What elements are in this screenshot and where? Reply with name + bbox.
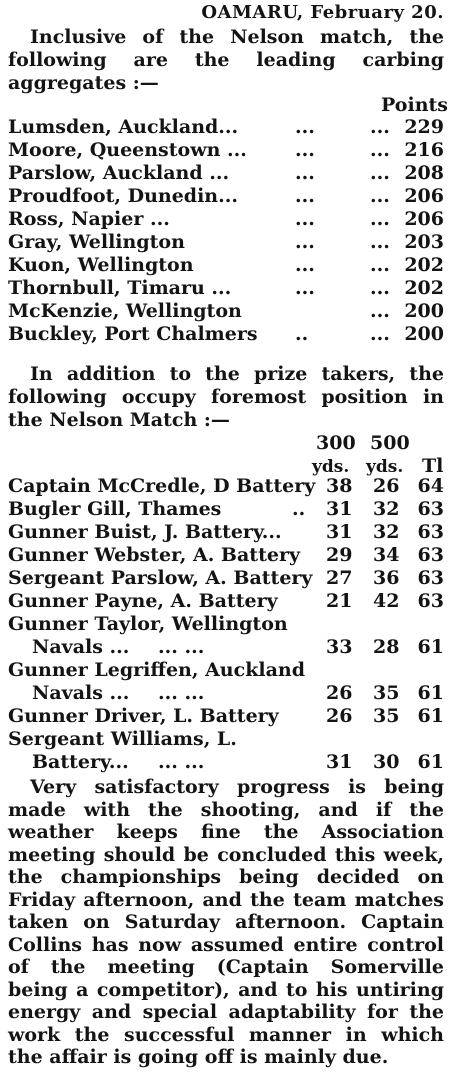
score-total: 61 xyxy=(417,705,444,727)
competitor-name-continued: Navals ... xyxy=(32,682,130,704)
nelson-row xyxy=(8,544,444,567)
leader-dots: ... xyxy=(295,208,315,230)
points-value: 208 xyxy=(404,162,444,184)
competitor-name: Gunner Buist, J. Battery... xyxy=(8,521,282,543)
competitor-name: Bugler Gill, Thames xyxy=(8,498,222,520)
score-total: 63 xyxy=(417,567,444,589)
leader-dots: ... xyxy=(370,277,390,299)
leader-dots: ... xyxy=(370,139,390,161)
aggregate-row xyxy=(8,185,444,208)
nelson-row xyxy=(8,728,444,774)
leader-dots: ... xyxy=(295,277,315,299)
competitor-name: Gunner Legriffen, Auckland xyxy=(8,659,305,681)
nelson-row xyxy=(8,521,444,544)
score-500yds: 30 xyxy=(373,751,400,773)
points-value: 206 xyxy=(404,185,444,207)
leader-dots: ... xyxy=(370,185,390,207)
score-300yds: 33 xyxy=(326,636,353,658)
competitor-name: Lumsden, Auckland... xyxy=(8,116,239,138)
aggregate-row xyxy=(8,231,444,254)
dateline: OAMARU, February 20. xyxy=(201,2,444,23)
score-total: 63 xyxy=(417,590,444,612)
score-300yds: 31 xyxy=(326,751,353,773)
leader-dots: ... xyxy=(295,254,315,276)
aggregate-row xyxy=(8,277,444,300)
nelson-row xyxy=(8,705,444,728)
score-500yds: 28 xyxy=(373,636,400,658)
score-500yds: 32 xyxy=(373,498,400,520)
leader-dots: ... xyxy=(370,231,390,253)
competitor-name: Gunner Webster, A. Battery xyxy=(8,544,300,566)
aggregate-row xyxy=(8,139,444,162)
leader-dots: ... xyxy=(295,185,315,207)
score-500yds: 36 xyxy=(373,567,400,589)
competitor-name: Proudfoot, Dunedin... xyxy=(8,185,238,207)
competitor-name: Gunner Driver, L. Battery xyxy=(8,705,279,727)
score-300yds: 31 xyxy=(326,521,353,543)
competitor-name: Ross, Napier ... xyxy=(8,208,170,230)
leader-dots: ... xyxy=(370,162,390,184)
aggregate-row xyxy=(8,208,444,231)
nelson-row xyxy=(8,613,444,659)
score-500yds: 35 xyxy=(373,705,400,727)
points-value: 229 xyxy=(404,116,444,138)
nelson-row xyxy=(8,659,444,705)
nelson-row xyxy=(8,590,444,613)
competitor-name: Moore, Queenstown ... xyxy=(8,139,247,161)
points-value: 206 xyxy=(404,208,444,230)
score-total: 63 xyxy=(417,521,444,543)
competitor-name: McKenzie, Wellington xyxy=(8,300,242,322)
score-total: 61 xyxy=(417,751,444,773)
competitor-name: Captain McCredle, D Battery xyxy=(8,475,316,497)
nelson-header-500: 500 xyxy=(370,432,410,454)
score-500yds: 42 xyxy=(373,590,400,612)
competitor-name: Sergeant Williams, L. xyxy=(8,728,237,750)
score-300yds: 38 xyxy=(326,475,353,497)
points-value: 200 xyxy=(404,300,444,322)
leader-dots: ... xyxy=(295,116,315,138)
leader-dots: ... ... xyxy=(158,682,205,704)
leader-dots: .. xyxy=(295,323,309,345)
score-300yds: 26 xyxy=(326,682,353,704)
nelson-header-500-unit: yds. xyxy=(366,457,404,477)
score-total: 63 xyxy=(417,498,444,520)
score-300yds: 31 xyxy=(326,498,353,520)
nelson-row xyxy=(8,567,444,590)
aggregate-row xyxy=(8,254,444,277)
nelson-header-300: 300 xyxy=(316,432,356,454)
leader-dots: .. xyxy=(292,498,306,520)
leader-dots: ... ... xyxy=(158,751,205,773)
points-value: 200 xyxy=(404,323,444,345)
score-500yds: 34 xyxy=(373,544,400,566)
score-total: 64 xyxy=(417,475,444,497)
competitor-name-continued: Battery... xyxy=(32,751,129,773)
score-500yds: 26 xyxy=(373,475,400,497)
score-total: 63 xyxy=(417,544,444,566)
leader-dots: ... xyxy=(295,162,315,184)
leader-dots: ... xyxy=(370,300,390,322)
aggregate-row xyxy=(8,300,444,323)
aggregate-row xyxy=(8,323,444,346)
aggregate-row xyxy=(8,116,444,139)
nelson-header-total: Tl xyxy=(422,455,444,477)
leader-dots: ... xyxy=(370,254,390,276)
points-value: 202 xyxy=(404,254,444,276)
nelson-header-300-unit: yds. xyxy=(312,457,350,477)
competitor-name-continued: Navals ... xyxy=(32,636,130,658)
nelson-row xyxy=(8,498,444,521)
points-value: 203 xyxy=(404,231,444,253)
leader-dots: ... xyxy=(295,139,315,161)
points-value: 202 xyxy=(404,277,444,299)
score-500yds: 32 xyxy=(373,521,400,543)
score-total: 61 xyxy=(417,682,444,704)
score-300yds: 29 xyxy=(326,544,353,566)
competitor-name: Gray, Wellington xyxy=(8,231,185,253)
nelson-row xyxy=(8,475,444,498)
competitor-name: Gunner Payne, A. Battery xyxy=(8,590,278,612)
leader-dots: ... xyxy=(370,116,390,138)
leader-dots: ... xyxy=(295,231,315,253)
points-value: 216 xyxy=(404,139,444,161)
nelson-intro-paragraph: In addition to the prize takers, the following occupy foremost position in the Nelson Match :— xyxy=(8,363,444,431)
points-header: Points xyxy=(381,94,448,116)
competitor-name: Thornbull, Timaru ... xyxy=(8,277,232,299)
leader-dots: ... ... xyxy=(158,636,205,658)
competitor-name: Sergeant Parslow, A. Battery xyxy=(8,567,313,589)
competitor-name: Kuon, Wellington xyxy=(8,254,194,276)
score-500yds: 35 xyxy=(373,682,400,704)
score-300yds: 27 xyxy=(326,567,353,589)
leader-dots: ... xyxy=(370,323,390,345)
score-total: 61 xyxy=(417,636,444,658)
closing-paragraph: Very satisfactory progress is being made with the shooting, and if the weather keeps fine the Association meeting should be concluded this week, the championships being decided on Friday afternoon, and the team matches taken on Saturday afternoon. Captain Collins has now assumed entire control of the meeting (Captain Somerville being a competitor), and to his untiring energy and special adaptability for the work the successful manner in which the affair is going off is mainly due. xyxy=(8,776,444,1068)
aggregate-row xyxy=(8,162,444,185)
leader-dots: ... xyxy=(370,208,390,230)
competitor-name: Parslow, Auckland ... xyxy=(8,162,230,184)
score-300yds: 21 xyxy=(326,590,353,612)
competitor-name: Buckley, Port Chalmers xyxy=(8,323,258,345)
intro-paragraph: Inclusive of the Nelson match, the following are the leading carbing aggregates :— xyxy=(8,26,444,94)
score-300yds: 26 xyxy=(326,705,353,727)
competitor-name: Gunner Taylor, Wellington xyxy=(8,613,288,635)
